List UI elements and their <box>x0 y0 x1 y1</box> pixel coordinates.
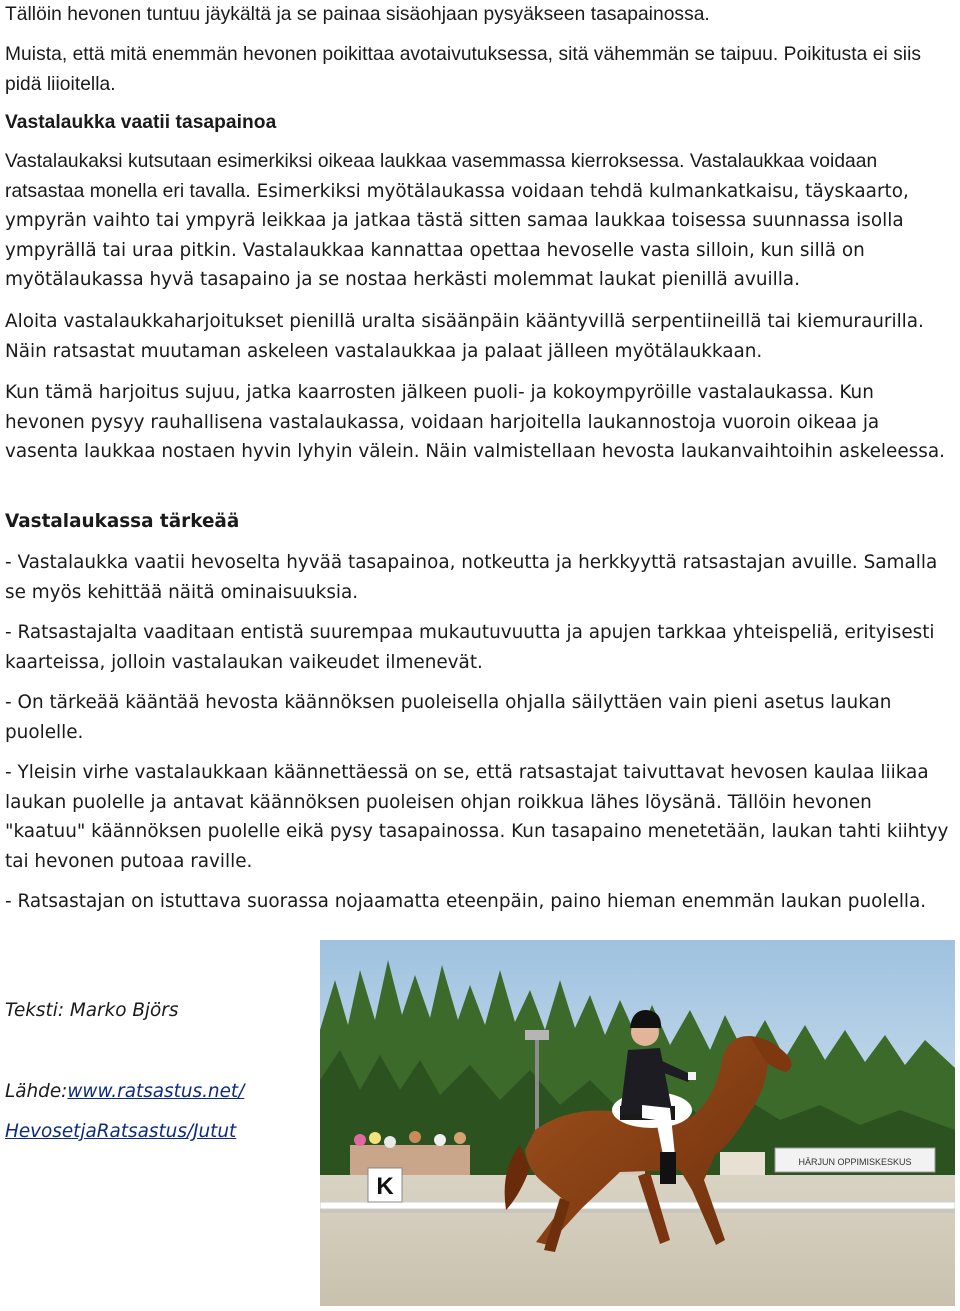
dressage-horse-photo <box>320 940 955 1306</box>
list-item: - Vastalaukka vaatii hevoselta hyvää tasapainoa, notkeutta ja herkkyyttä ratsastajan avuille. Samalla se myös kehittää näitä ominaisuuksia. <box>5 552 938 603</box>
arena-fence <box>320 1202 955 1213</box>
paragraph-intro: Tällöin hevonen tuntuu jäykältä ja se painaa sisäohjaan pysyäkseen tasapainossa. <box>5 4 710 25</box>
paragraph-harjoitus: Kun tämä harjoitus sujuu, jatka kaarrosten jälkeen puoli- ja kokoympyröille vastalaukassa. Kun hevonen pysyy rauhallisena vastalaukassa, voidaan harjoitella laukannostoja vuoroin oikeaa ja vasenta laukkaa nostaen hyvin lyhyin välein. Näin valmistellaan hevosta laukanvaihtoihin askeleessa. <box>5 382 945 463</box>
banner-text: HÄRJUN OPPIMISKESKUS <box>798 1157 912 1167</box>
paragraph-definition-part2: Esimerkiksi myötälaukassa voidaan tehdä kulmankatkaisu, täyskaarto, ympyrän vaihto tai ympyrä leikkaa ja jatkaa tästä sitten samaa laukkaa toisessa suunnassa isolla ympyrällä tai uraa pitkin. Vastalaukkaa kannattaa opettaa hevoselle vasta silloin, kun sillä on myötälaukassa hyvä tasapaino ja se nostaa herkästi molemmat laukat pienillä avuilla. <box>5 180 909 291</box>
list-item: - Ratsastajan on istuttava suorassa nojaamatta eteenpäin, paino hieman enemmän laukan puolella. <box>5 891 927 912</box>
paragraph-definition-part1: Vastalaukaksi kutsutaan esimerkiksi oikeaa laukkaa vasemmassa kierroksessa. Vastalaukkaa voidaan ratsastaa monella eri tavalla. <box>5 151 878 202</box>
arena-ground <box>320 1175 955 1306</box>
source-link-site[interactable]: www.ratsastus.net/ <box>67 1081 245 1102</box>
source-prefix: Lähde: <box>5 1081 68 1102</box>
list-item: - Yleisin virhe vastalaukkaan käännettäessä on se, että ratsastajat taivuttavat hevosen kaulaa liikaa laukan puolelle ja antavat käännöksen puoleisen ohjan roikkua lähes löysänä. Tällöin hevonen "kaatuu" käännöksen puolelle eikä pysy tasapainossa. Kun tasapaino menetetään, laukan tahti kiihtyy tai hevonen putoaa raville. <box>5 762 949 872</box>
source-line <box>5 1077 244 1107</box>
list-item: - On tärkeää kääntää hevosta käännöksen puoleisella ohjalla säilyttäen vain pieni asetus laukan puolelle. <box>5 692 892 743</box>
section-heading-tarkeaa: Vastalaukassa tärkeää <box>5 511 240 532</box>
paragraph-vastalaukka-definition <box>5 147 955 295</box>
banner-sign <box>775 1148 935 1172</box>
paragraph-poikitus: Muista, että mitä enemmän hevonen poikittaa avotaivutuksessa, sitä vähemmän se taipuu. Poikitusta ei siis pidä liioitella. <box>5 44 922 95</box>
source-line-2 <box>5 1117 236 1147</box>
source-link-path[interactable]: HevosetjaRatsastus/Jutut <box>5 1121 237 1142</box>
paragraph-aloita: Aloita vastalaukkaharjoitukset pienillä uralta sisäänpäin kääntyvillä serpentiineillä tai kiemuraurilla. Näin ratsastat muutaman askeleen vastalaukkaa ja palaat jälleen myötälaukkaan. <box>5 311 924 362</box>
section-heading-tasapaino: Vastalaukka vaatii tasapainoa <box>5 112 277 133</box>
author-credit: Teksti: Marko Björs <box>5 1000 179 1021</box>
letter-board-k <box>368 1168 402 1202</box>
list-item: - Ratsastajalta vaaditaan entistä suurempaa mukautuvuutta ja apujen tarkkaa yhteispeliä, erityisesti kaarteissa, jolloin vastalaukan vaikeudet ilmenevät. <box>5 622 935 673</box>
svg-text:K: K <box>376 1173 394 1200</box>
